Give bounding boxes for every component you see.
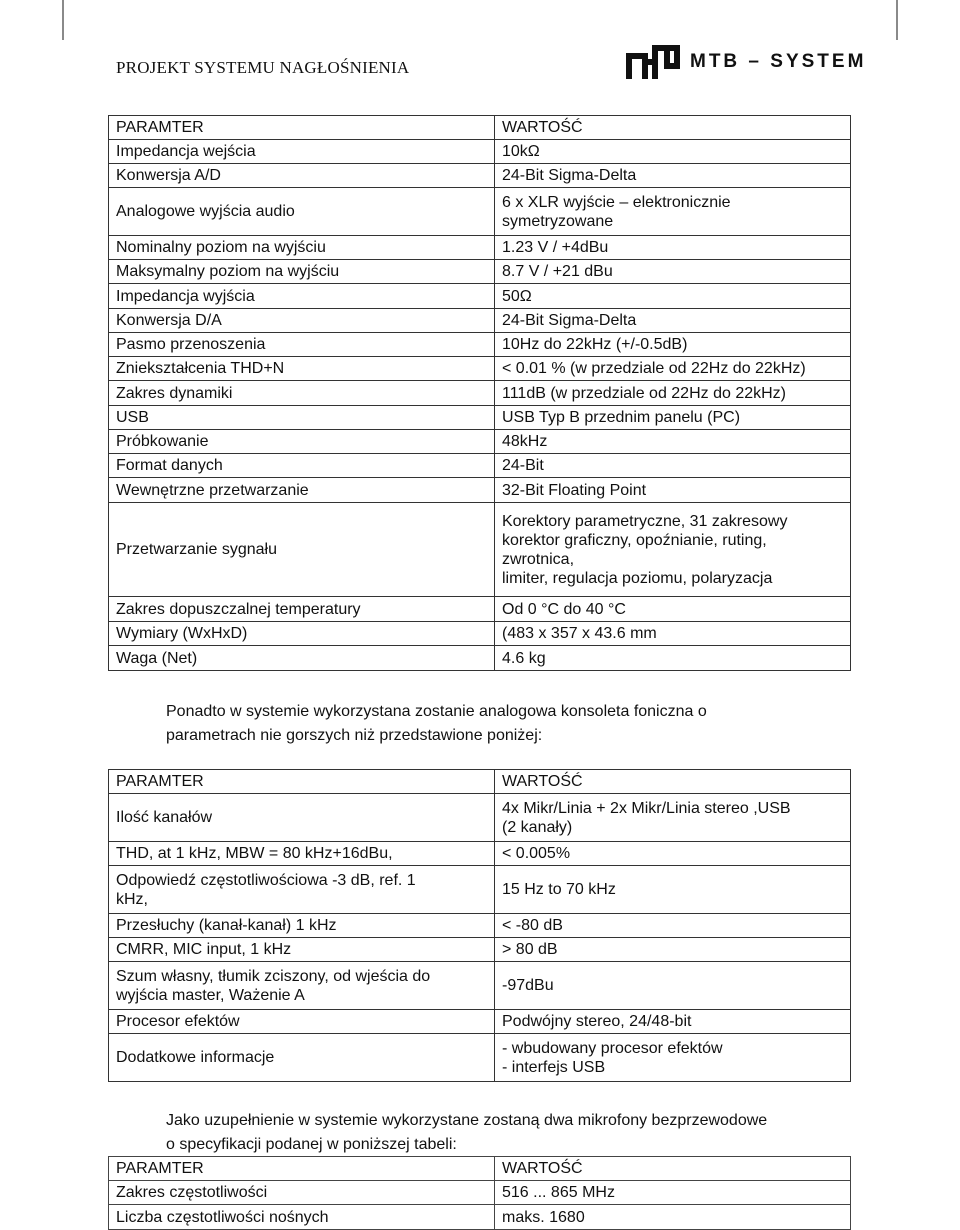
param-cell: Zakres dynamiki [109,381,495,406]
value-cell: 6 x XLR wyjście – elektronicznie symetryzowane [495,188,851,236]
param-cell: Szum własny, tłumik zciszony, od wjeścia do wyjścia master, Ważenie A [109,962,495,1010]
table-header-row [109,1157,851,1181]
param-cell: PARAMTER [109,1157,495,1181]
param-cell: Konwersja D/A [109,309,495,333]
param-cell: Liczba częstotliwości nośnych [109,1205,495,1230]
value-cell: -97dBu [495,962,851,1010]
header-left-rule [62,0,64,40]
param-cell: Ilość kanałów [109,794,495,842]
table-row [109,646,851,671]
table-row [109,597,851,622]
console-intro-paragraph: Ponadto w systemie wykorzystana zostanie analogowa konsoleta foniczna o parametrach nie gorszych niż przedstawione poniżej: [166,703,707,744]
value-cell: 24-Bit Sigma-Delta [495,309,851,333]
table-row [109,164,851,188]
table-row [109,260,851,284]
param-cell: THD, at 1 kHz, MBW = 80 kHz+16dBu, [109,842,495,866]
table-row [109,1181,851,1205]
value-cell: 24-Bit [495,454,851,478]
value-cell: 15 Hz to 70 kHz [495,866,851,914]
table-row [109,503,851,597]
table-row [109,962,851,1010]
value-cell: (483 x 357 x 43.6 mm [495,622,851,646]
param-cell: Zakres częstotliwości [109,1181,495,1205]
header-right-rule [896,0,898,40]
param-cell: Impedancja wyjścia [109,284,495,309]
microphone-intro-paragraph: Jako uzupełnienie w systemie wykorzystane zostaną dwa mikrofony bezprzewodowe o specyfikacji podanej w poniższej tabeli: [166,1112,768,1153]
table-row [109,430,851,454]
value-cell: maks. 1680 [495,1205,851,1230]
param-cell: CMRR, MIC input, 1 kHz [109,938,495,962]
param-cell: Przesłuchy (kanał-kanał) 1 kHz [109,914,495,938]
table-row [109,1034,851,1082]
param-cell: PARAMTER [109,116,495,140]
value-cell: Korektory parametryczne, 31 zakresowy korektor graficzny, opoźnianie, ruting, zwrotnica, limiter, regulacja poziomu, polaryzacja [495,503,851,597]
param-cell: Waga (Net) [109,646,495,671]
param-cell: Maksymalny poziom na wyjściu [109,260,495,284]
microphone-spec-table [108,1156,851,1230]
table-row [109,284,851,309]
table-header-row [109,770,851,794]
value-cell: USB Typ B przednim panelu (PC) [495,406,851,430]
value-cell: WARTOŚĆ [495,116,851,140]
table-row [109,140,851,164]
table-row [109,357,851,381]
param-cell: Wewnętrzne przetwarzanie [109,478,495,503]
console-spec-table [108,769,851,1082]
value-cell: - wbudowany procesor efektów - interfejs USB [495,1034,851,1082]
param-cell: Format danych [109,454,495,478]
value-cell: 8.7 V / +21 dBu [495,260,851,284]
table-row [109,914,851,938]
value-cell: Od 0 °C do 40 °C [495,597,851,622]
param-cell: PARAMTER [109,770,495,794]
param-cell: Próbkowanie [109,430,495,454]
param-cell: Pasmo przenoszenia [109,333,495,357]
table-row [109,236,851,260]
param-cell: Wymiary (WxHxD) [109,622,495,646]
mtb-system-logo [626,44,866,80]
table-row [109,309,851,333]
param-cell: Konwersja A/D [109,164,495,188]
value-cell: 516 ... 865 MHz [495,1181,851,1205]
value-cell: 4x Mikr/Linia + 2x Mikr/Linia stereo ,USB (2 kanały) [495,794,851,842]
value-cell: > 80 dB [495,938,851,962]
value-cell: < 0.01 % (w przedziale od 22Hz do 22kHz) [495,357,851,381]
table-row [109,938,851,962]
value-cell: 1.23 V / +4dBu [495,236,851,260]
value-cell: 10Hz do 22kHz (+/-0.5dB) [495,333,851,357]
table-row [109,1010,851,1034]
value-cell: WARTOŚĆ [495,1157,851,1181]
value-cell: 50Ω [495,284,851,309]
value-cell: 32-Bit Floating Point [495,478,851,503]
param-cell: Odpowiedź częstotliwościowa -3 dB, ref. 1 kHz, [109,866,495,914]
param-cell: Procesor efektów [109,1010,495,1034]
table-header-row [109,116,851,140]
page-header-title: PROJEKT SYSTEMU NAGŁOŚNIENIA [116,58,410,77]
param-cell: Impedancja wejścia [109,140,495,164]
param-cell: Analogowe wyjścia audio [109,188,495,236]
param-cell: Zakres dopuszczalnej temperatury [109,597,495,622]
table-row [109,381,851,406]
param-cell: Zniekształcenia THD+N [109,357,495,381]
device-spec-table [108,115,851,671]
param-cell: USB [109,406,495,430]
table-row [109,333,851,357]
value-cell: 24-Bit Sigma-Delta [495,164,851,188]
table-row [109,794,851,842]
logo-text: MTB – SYSTEM [690,51,867,72]
value-cell: 111dB (w przedziale od 22Hz do 22kHz) [495,381,851,406]
table-row [109,478,851,503]
table-row [109,1205,851,1230]
param-cell: Nominalny poziom na wyjściu [109,236,495,260]
table-row [109,406,851,430]
value-cell: 10kΩ [495,140,851,164]
value-cell: Podwójny stereo, 24/48-bit [495,1010,851,1034]
table-row [109,866,851,914]
table-row [109,842,851,866]
mtb-logo-icon [626,45,680,79]
table-row [109,188,851,236]
param-cell: Dodatkowe informacje [109,1034,495,1082]
table-row [109,622,851,646]
value-cell: 48kHz [495,430,851,454]
value-cell: WARTOŚĆ [495,770,851,794]
param-cell: Przetwarzanie sygnału [109,503,495,597]
table-row [109,454,851,478]
value-cell: < 0.005% [495,842,851,866]
value-cell: < -80 dB [495,914,851,938]
value-cell: 4.6 kg [495,646,851,671]
